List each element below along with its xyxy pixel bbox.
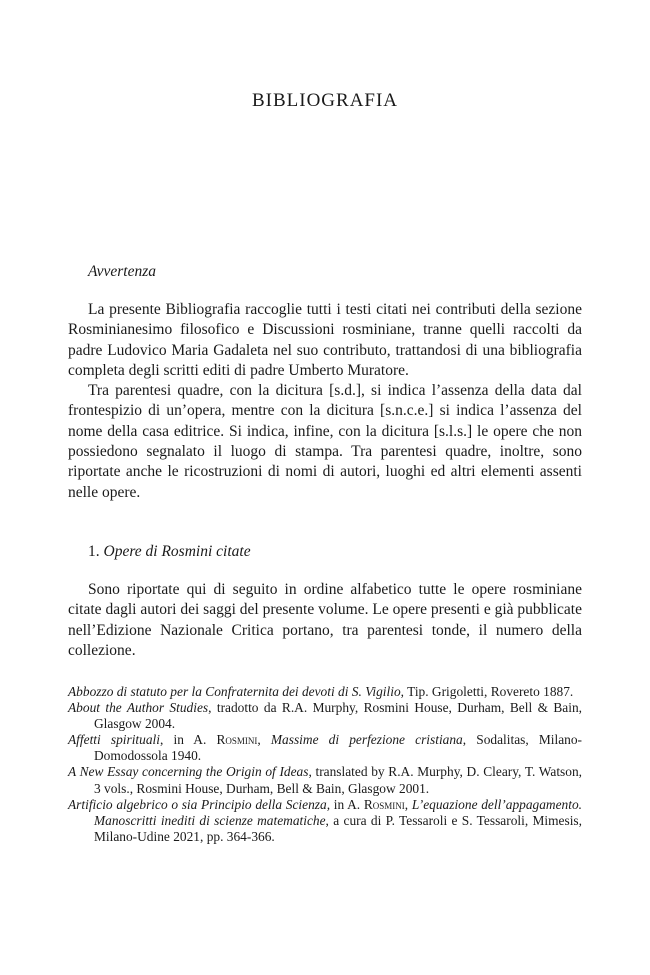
bibliography-entry — [68, 764, 582, 796]
opere-heading-number: 1. — [88, 543, 100, 560]
entry-title: Abbozzo di statuto per la Confraternita dei devoti di S. Vigilio — [68, 684, 401, 699]
entry-details: , Sodalitas, Milano-Domodossola 1940. — [94, 732, 582, 764]
entry-in: in A. — [330, 796, 364, 812]
opere-paragraph: Sono riportate qui di seguito in ordine alfabetico tutte le opere rosminiane citate dagli autori dei saggi del presente volume. Le opere presenti e già pubblicate nell’Edizione Nazionale Critica portano, tra parentesi tonde, il numero della collezione. — [68, 581, 582, 659]
opere-heading-text: Opere di Rosmini citate — [103, 543, 251, 560]
entry-details: , translated by R.A. Murphy, D. Cleary, T. Watson, 3 vols., Rosmini House, Durham, Bell & Bain, Glasgow 2001. — [94, 764, 582, 796]
avvertenza-body — [68, 300, 582, 503]
page-title: BIBLIOGRAFIA — [251, 90, 399, 111]
bibliography-entry — [68, 732, 582, 764]
entry-details: , Tip. Grigoletti, Rovereto 1887. — [400, 684, 574, 699]
entry-title: A New Essay concerning the Origin of Ideas — [68, 764, 309, 780]
entry-title: About the Author Studies — [68, 700, 209, 716]
entry-separator: , — [257, 732, 271, 748]
entry-details: , a cura di P. Tessaroli e S. Tessaroli, Mimesis, Milano-Udine 2021, pp. 364-366. — [94, 812, 582, 844]
entry-separator: , — [404, 796, 412, 812]
bibliography-entry — [68, 684, 582, 700]
entry-author: Rosmini — [363, 796, 405, 812]
entry-author: Rosmini — [216, 732, 258, 748]
entry-title: Artificio algebrico o sia Principio della Scienza, — [68, 796, 331, 812]
avvertenza-paragraph: Tra parentesi quadre, con la dicitura [s.d.], si indica l’assenza della data dal frontespizio di un’opera, mentre con la dicitura [s.n.c.e.] si indica l’assenza del nome della casa editrice. Si indica, infine, con la dicitura [s.l.s.] le opere che non possiedono segnalato il luogo di stampa. Tra parentesi quadre, inoltre, sono riportate anche le ricostruzioni di nomi di autori, luoghi ed altri elementi assenti nelle opere. — [68, 382, 582, 501]
entry-in: , in A. — [159, 732, 217, 748]
opere-body — [68, 580, 582, 661]
entry-work: Massime di perfezione cristiana — [270, 732, 463, 748]
bibliography-entry — [68, 797, 582, 845]
bibliography-entry — [68, 700, 582, 732]
bibliography-list — [68, 684, 582, 845]
entry-title: Affetti spirituali — [68, 732, 160, 748]
avvertenza-paragraph: La presente Bibliografia raccoglie tutti i testi citati nei contributi della sezione Rosminianesimo filosofico e Discussioni rosminiane, tranne quelli raccolti da padre Ludovico Maria Gadaleta nel suo contributo, trattandosi di una bibliografia completa degli scritti editi di padre Umberto Muratore. — [68, 301, 582, 379]
avvertenza-heading — [88, 263, 156, 281]
entry-details: , tradotto da R.A. Murphy, Rosmini House, Durham, Bell & Bain, Glasgow 2004. — [94, 700, 582, 732]
entry-work: L’equazione dell’appagamento. Manoscritti inediti di scienze matematiche — [94, 796, 582, 828]
opere-heading — [88, 543, 251, 561]
avvertenza-heading-text: Avvertenza — [88, 263, 157, 280]
